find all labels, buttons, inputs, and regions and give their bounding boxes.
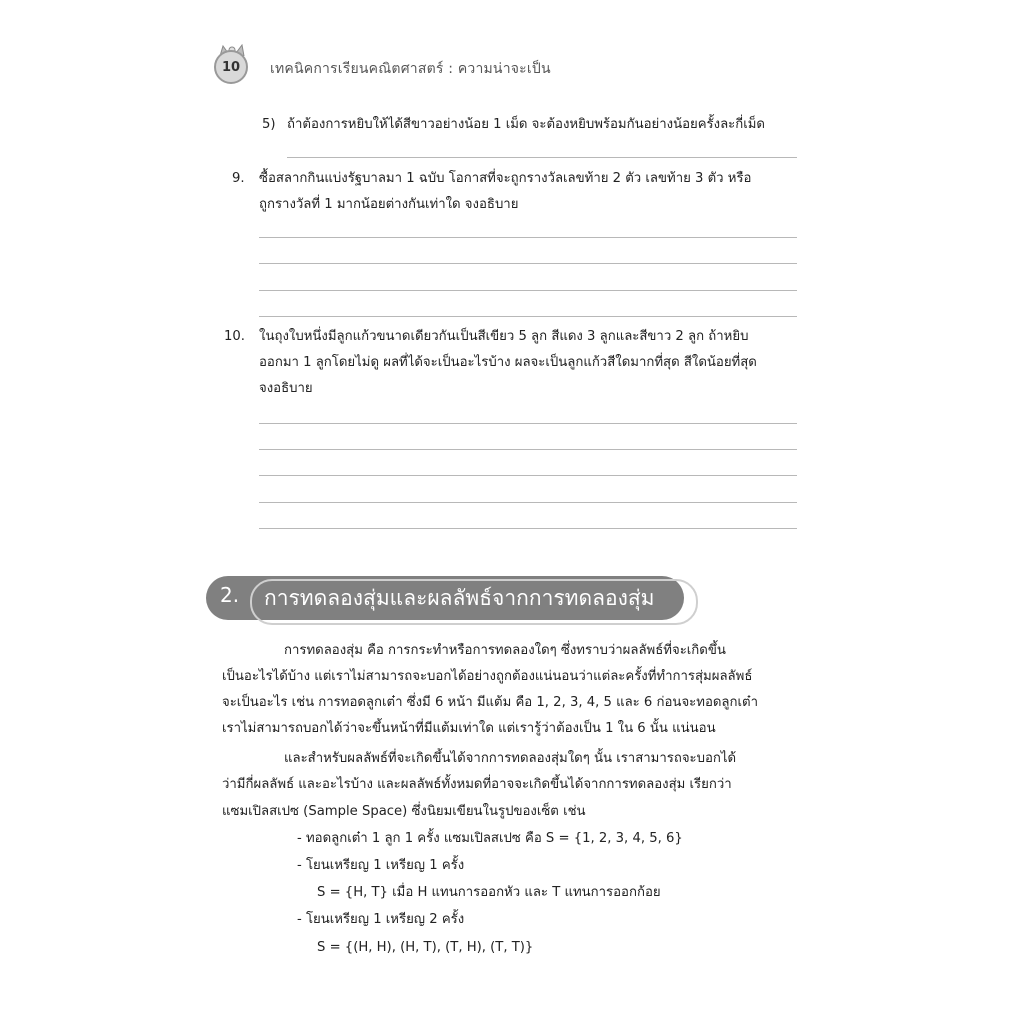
example-item: S = {(H, H), (H, T), (T, H), (T, T)} [317,940,534,955]
paragraph-line: เป็นอะไรได้บ้าง แต่เราไม่สามารถจะบอกได้อย่างถูกต้องแน่นอนว่าแต่ละครั้งที่ทำการสุ่มผลลัพธ์ [222,669,753,684]
answer-line [259,290,797,291]
question-text-line: ซื้อสลากกินแบ่งรัฐบาลมา 1 ฉบับ โอกาสที่จะถูกรางวัลเลขท้าย 2 ตัว เลขท้าย 3 ตัว หรือ [259,171,752,186]
answer-line [259,502,797,503]
question-text-line: จงอธิบาย [259,381,313,396]
example-item: S = {H, T} เมื่อ H แทนการออกหัว และ T แทนการออกก้อย [317,885,661,900]
answer-line [259,449,797,450]
section-title: การทดลองสุ่มและผลลัพธ์จากการทดลองสุ่ม [264,586,655,610]
question-text-line: ถูกรางวัลที่ 1 มากน้อยต่างกันเท่าใด จงอธิบาย [259,197,519,212]
subitem-text: ถ้าต้องการหยิบให้ได้สีขาวอย่างน้อย 1 เม็ด จะต้องหยิบพร้อมกันอย่างน้อยครั้งละกี่เม็ด [287,117,765,132]
question-number: 10. [224,329,245,344]
answer-line [259,263,797,264]
section-number: 2. [220,583,240,607]
paragraph-line: และสำหรับผลลัพธ์ที่จะเกิดขึ้นได้จากการทดลองสุ่มใดๆ นั้น เราสามารถจะบอกได้ [284,751,737,766]
section-heading-banner [206,576,696,626]
paragraph-line: เราไม่สามารถบอกได้ว่าจะขึ้นหน้าที่มีแต้มเท่าใด แต่เรารู้ว่าต้องเป็น 1 ใน 6 นั้น แน่นอน [222,721,716,736]
paragraph-line: จะเป็นอะไร เช่น การทอดลูกเต๋า ซึ่งมี 6 หน้า มีแต้ม คือ 1, 2, 3, 4, 5 และ 6 ก่อนจะทอดลูกเต๋า [222,695,758,710]
answer-line [259,237,797,238]
page-number-badge [212,44,252,84]
answer-line [259,475,797,476]
paragraph-line: ว่ามีกี่ผลลัพธ์ และอะไรบ้าง และผลลัพธ์ทั้งหมดที่อาจจะเกิดขึ้นได้จากการทดลองสุ่ม เรียกว่า [222,777,732,792]
page-number: 10 [214,50,248,84]
paragraph-line: การทดลองสุ่ม คือ การกระทำหรือการทดลองใดๆ ซึ่งทราบว่าผลลัพธ์ที่จะเกิดขึ้น [284,643,726,658]
subitem-label: 5) [262,117,276,132]
example-item: - ทอดลูกเต๋า 1 ลูก 1 ครั้ง แซมเปิลสเปซ คือ S = {1, 2, 3, 4, 5, 6} [297,831,683,846]
paragraph-line: แซมเปิลสเปซ (Sample Space) ซึ่งนิยมเขียนในรูปของเซ็ต เช่น [222,804,586,819]
question-number: 9. [232,171,245,186]
example-item: - โยนเหรียญ 1 เหรียญ 2 ครั้ง [297,912,465,927]
answer-line [259,528,797,529]
running-title: เทคนิคการเรียนคณิตศาสตร์ : ความน่าจะเป็น [270,61,551,77]
answer-line [259,316,797,317]
answer-line [287,157,797,158]
answer-line [259,423,797,424]
example-item: - โยนเหรียญ 1 เหรียญ 1 ครั้ง [297,858,465,873]
question-text-line: ในถุงใบหนึ่งมีลูกแก้วขนาดเดียวกันเป็นสีเขียว 5 ลูก สีแดง 3 ลูกและสีขาว 2 ลูก ถ้าหยิบ [259,329,749,344]
question-text-line: ออกมา 1 ลูกโดยไม่ดู ผลที่ได้จะเป็นอะไรบ้าง ผลจะเป็นลูกแก้วสีใดมากที่สุด สีใดน้อยที่สุด [259,355,757,370]
